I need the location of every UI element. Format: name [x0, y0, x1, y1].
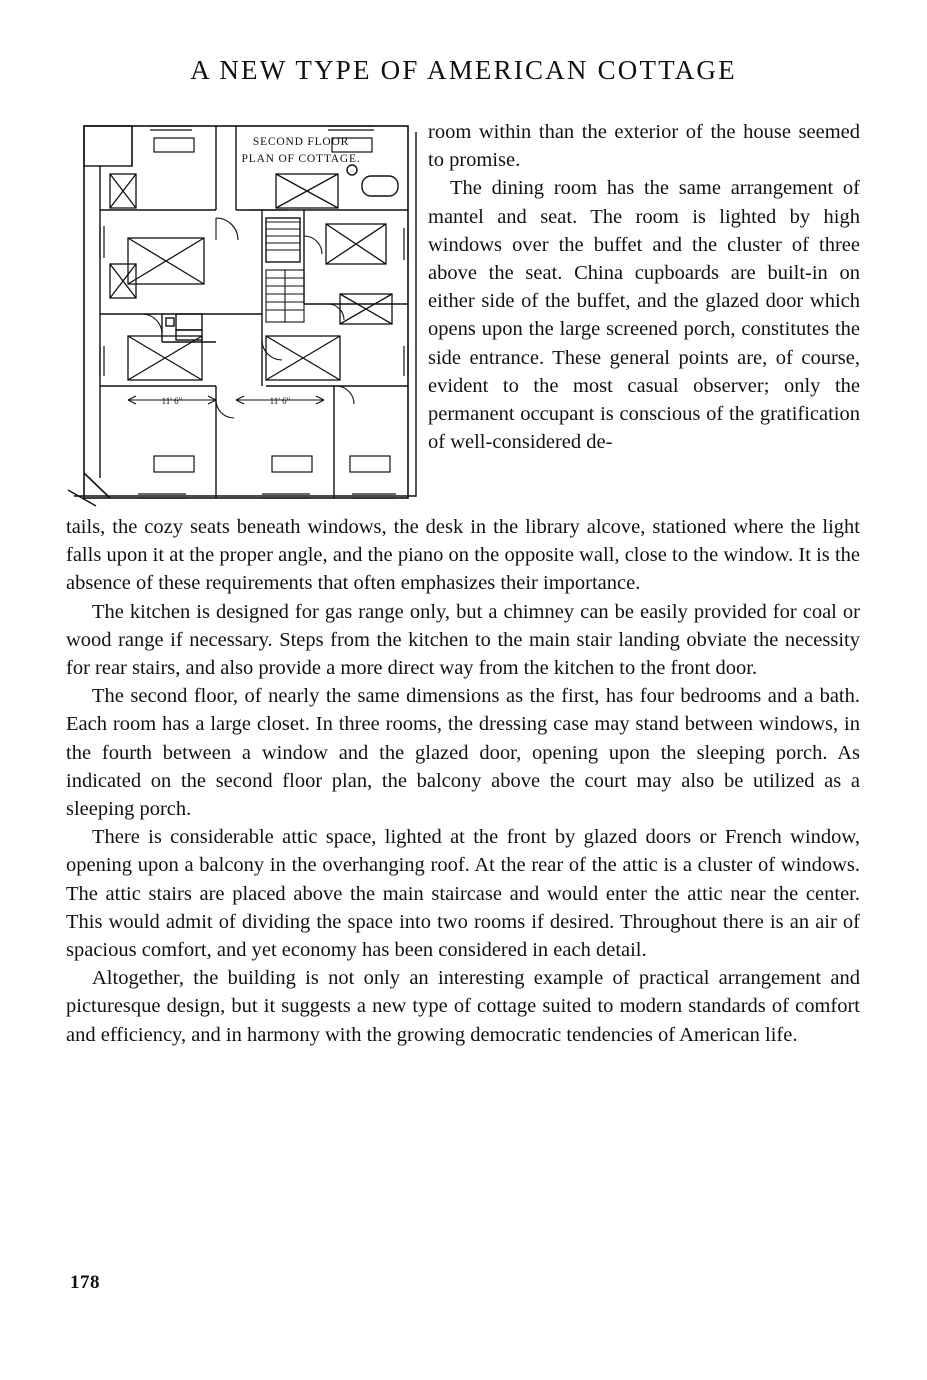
- floor-plan-figure: [66, 118, 426, 508]
- right-column-text: [428, 118, 860, 456]
- dimension-label-right: 11' 6": [269, 396, 291, 406]
- paragraph-second-floor: The second floor, of nearly the same dimensions as the first, has four bedrooms and a bath. Each room has a large closet. In three rooms, the dressing case may stand between windows, in the fourth between a window and the glazed door, opening upon the sleeping porch. As indicated on the second floor plan, the balcony above the court may also be utilized as a sleeping porch.: [66, 685, 860, 821]
- paragraph-kitchen: The kitchen is designed for gas range only, but a chimney can be easily provided for coal or wood range if necessary. Steps from the kitchen to the main stair landing obviate the necessity for rear stairs, and also provide a more direct way from the kitchen to the front door.: [66, 600, 860, 680]
- paragraph-attic: There is considerable attic space, lighted at the front by glazed doors or French window, opening upon a balcony in the overhanging roof. At the rear of the attic is a cluster of windows. The attic stairs are placed above the main staircase and would enter the attic near the center. This would admit of dividing the space into two rooms if desired. Throughout there is an air of spacious comfort, and yet economy has been considered in each detail.: [66, 826, 860, 962]
- dimension-label-left: 11' 6": [161, 396, 183, 406]
- page-number: 178: [70, 1272, 100, 1293]
- paragraph-conclusion: Altogether, the building is not only an interesting example of practical arrangement and picturesque design, but it suggests a new type of cottage suited to modern standards of comfort and efficiency, and in harmony with the growing democratic tendencies of American life.: [66, 967, 860, 1046]
- floor-plan-drawing: [66, 118, 426, 508]
- paragraph-details: tails, the cozy seats beneath windows, the desk in the library alcove, stationed where the light falls upon it at the proper angle, and the piano on the opposite wall, close to the window. It is the absence of these requirements that often emphasizes their importance.: [66, 516, 860, 595]
- paragraph-continuation: room within than the exterior of the house seemed to promise.: [428, 121, 860, 172]
- figure-caption-line2: PLAN OF COTTAGE.: [241, 152, 361, 165]
- figure-caption-line1: SECOND FLOOR: [252, 136, 350, 148]
- body-text: [66, 513, 860, 1049]
- figure-caption: [216, 134, 386, 167]
- page-title: A NEW TYPE OF AMERICAN COTTAGE: [190, 55, 737, 85]
- paragraph-dining-room: The dining room has the same arrangement of mantel and seat. The room is lighted by high windows over the buffet and the cluster of three above the seat. China cupboards are built-in on either side of the buffet, and the glazed door which opens upon the large screened porch, constitutes the side entrance. These general points are, of course, evident to the most casual observer; only the permanent occupant is conscious of the gratification of well-considered de-: [428, 177, 860, 454]
